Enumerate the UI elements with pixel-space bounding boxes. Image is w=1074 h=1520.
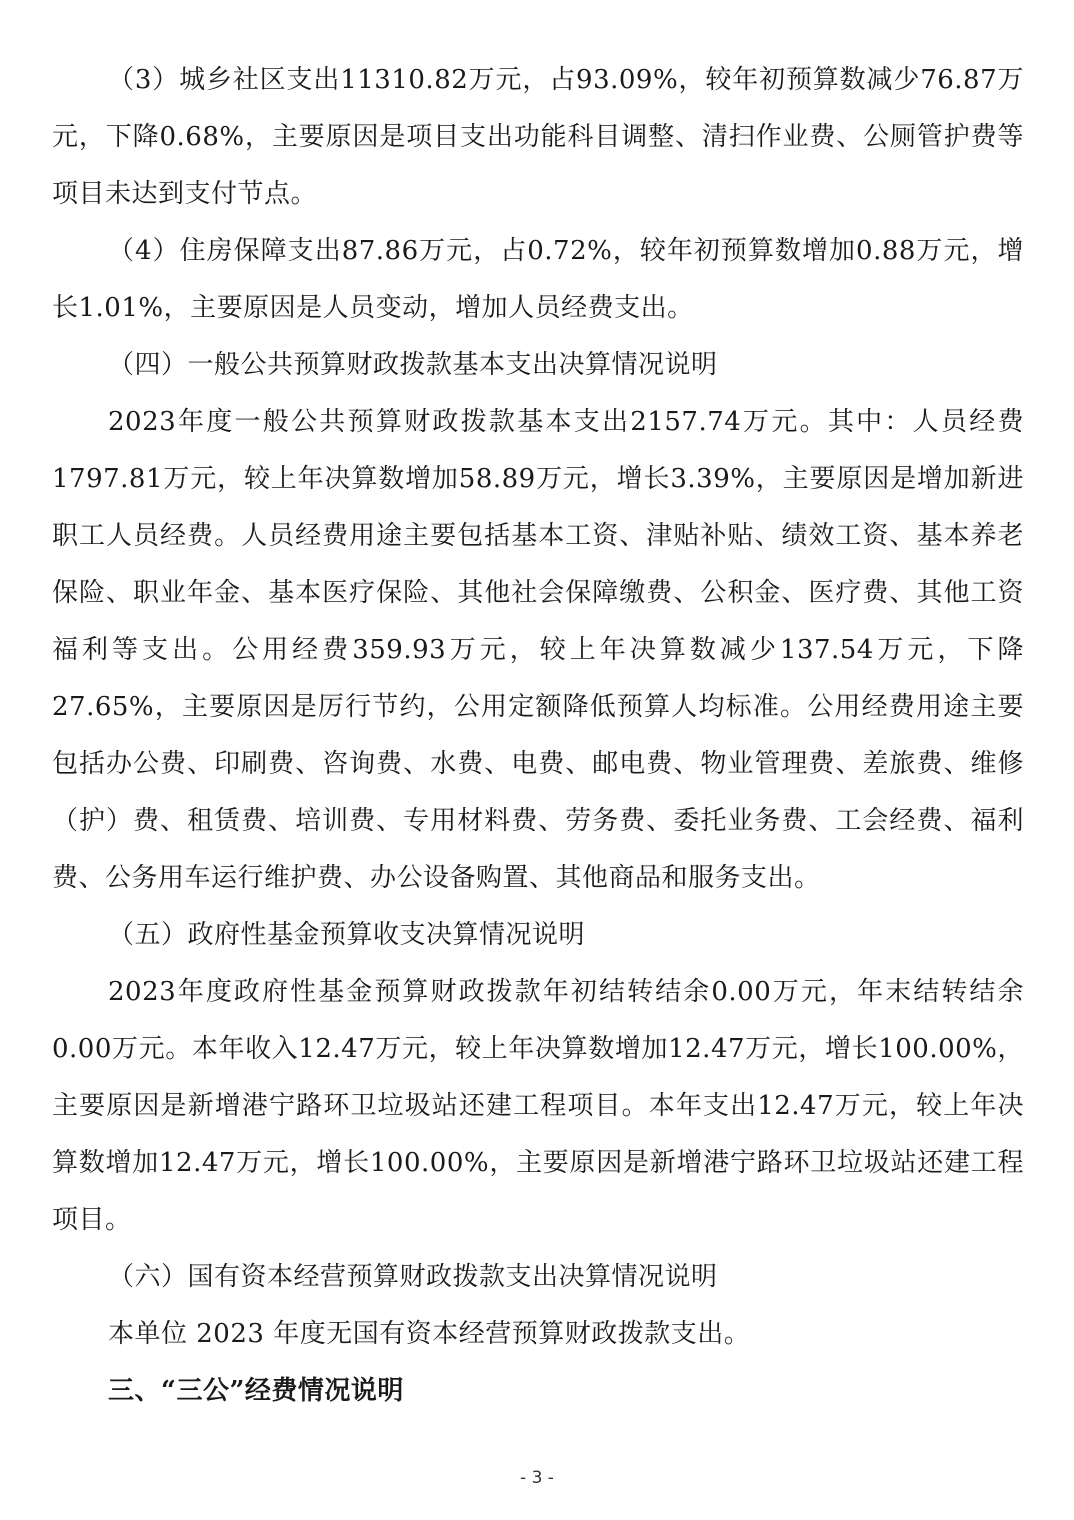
page-number: - 3 - (520, 1468, 554, 1488)
heading-section-6: （六）国有资本经营预算财政拨款支出决算情况说明 (108, 1262, 718, 1292)
heading-three-public-expenses: 三、“三公”经费情况说明 (108, 1376, 404, 1406)
paragraph-housing-security: （4）住房保障支出87.86万元，占0.72%，较年初预算数增加0.88万元，增长1.01%，主要原因是人员变动，增加人员经费支出。 (52, 236, 1024, 323)
paragraph-urban-rural-community: （3）城乡社区支出11310.82万元，占93.09%，较年初预算数减少76.87万元，下降0.68%，主要原因是项目支出功能科目调整、清扫作业费、公厕管护费等项目未达到支付节点。 (52, 65, 1024, 209)
heading-section-5: （五）政府性基金预算收支决算情况说明 (108, 920, 586, 950)
paragraph-government-fund: 2023年度政府性基金预算财政拨款年初结转结余0.00万元，年末结转结余0.00万元。本年收入12.47万元，较上年决算数增加12.47万元，增长100.00%，主要原因是新增港宁路环卫垃圾站还建工程项目。本年支出12.47万元，较上年决算数增加12.47万元，增长100.00%，主要原因是新增港宁路环卫垃圾站还建工程项目。 (52, 977, 1024, 1235)
heading-section-4: （四）一般公共预算财政拨款基本支出决算情况说明 (108, 350, 718, 380)
paragraph-basic-expenditure: 2023年度一般公共预算财政拨款基本支出2157.74万元。其中：人员经费1797.81万元，较上年决算数增加58.89万元，增长3.39%，主要原因是增加新进职工人员经费。人员经费用途主要包括基本工资、津贴补贴、绩效工资、基本养老保险、职业年金、基本医疗保险、其他社会保障缴费、公积金、医疗费、其他工资福利等支出。公用经费359.93万元，较上年决算数减少137.54万元，下降27.65%，主要原因是厉行节约，公用定额降低预算人均标准。公用经费用途主要包括办公费、印刷费、咨询费、水费、电费、邮电费、物业管理费、差旅费、维修（护）费、租赁费、培训费、专用材料费、劳务费、委托业务费、工会经费、福利费、公务用车运行维护费、办公设备购置、其他商品和服务支出。 (52, 407, 1024, 893)
paragraph-state-capital: 本单位 2023 年度无国有资本经营预算财政拨款支出。 (108, 1319, 751, 1349)
document-body (52, 52, 1024, 1420)
